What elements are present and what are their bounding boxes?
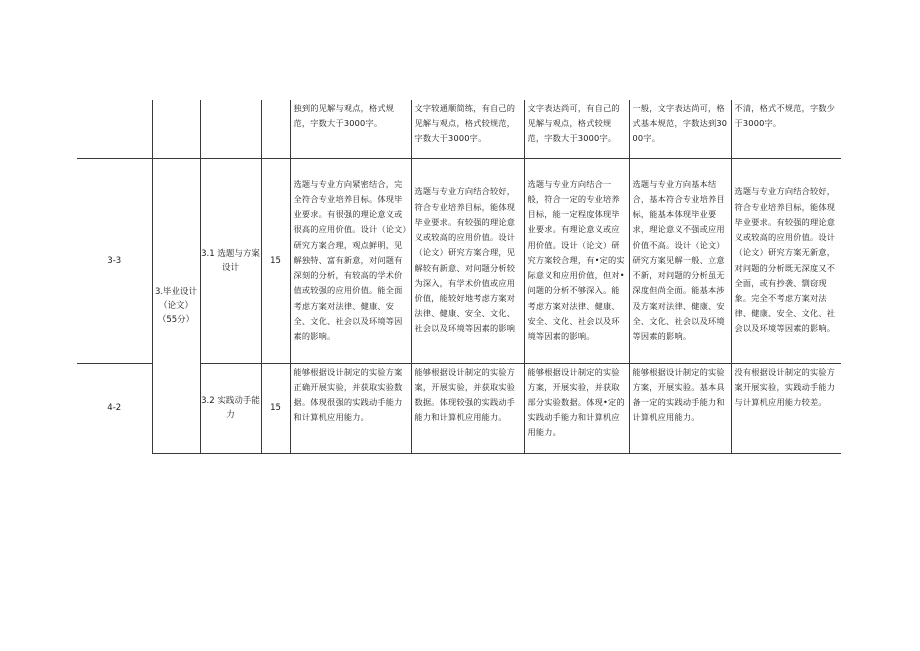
subcategory-label: 3.2 实践动手能力 (200, 363, 261, 453)
requirement-id: 3-3 (77, 158, 152, 363)
cell-medium: 文字表达尚可，有自己的见解与观点，格式较规范，字数大于3000字。 (524, 100, 629, 158)
requirement-id: 4-2 (77, 363, 152, 453)
cell-fail: 不清，格式不规范，字数少于3000字。 (731, 100, 841, 158)
cell-excellent: 独到的见解与观点，格式规范，字数大于3000字。 (290, 100, 411, 158)
table-row (77, 158, 841, 363)
category-label: 3.毕业设计（论文）（55分） (152, 158, 200, 453)
subcategory-label: 3.1 选题与方案设计 (200, 158, 261, 363)
criteria-fail: 没有根据设计制定的实验方案开展实验，实践动手能力与计算机应用能力较差。 (731, 363, 841, 453)
cell-category (152, 100, 200, 158)
score-value: 15 (261, 363, 290, 453)
criteria-pass: 选题与专业方向基本结合，基本符合专业培养目标，能基本体现毕业要求，理论意义不强或应用价值不高。设计（论文）研究方案见解一般、立意不新，对问题的分析虽无深度但尚全面。能基本涉及方案对法律、健康、安全、文化、社会以及环境等因素的影响。 (629, 158, 731, 363)
criteria-fail: 选题与专业方向结合较好，符合专业培养目标，能体现毕业要求。有较强的理论意义或较高的应用价值。设计（论文）研究方案无新意，对问题的分析既无深度又不全面，或有抄袭、剽窃现象。完全不考虑方案对法律、健康、安全、文化、社会以及环境等因素的影响。 (731, 158, 841, 363)
cell-subcategory (200, 100, 261, 158)
criteria-medium: 能够根据设计制定的实验方案，开展实验，并获取部分实验数据。体现•定的实践动手能力和计算机应用能力。 (524, 363, 629, 453)
criteria-pass: 能够根据设计制定的实验方案，开展实验。基本具备一定的实践动手能力和计算机应用能力。 (629, 363, 731, 453)
table-row (77, 100, 841, 158)
criteria-good: 选题与专业方向结合较好，符合专业培养目标，能体现毕业要求。有较强的理论意义或较高的应用价值。设计（论文）研究方案合理，见解较有新意、对问题分析较为深入，有学术价值或应用价值，能较好地考虑方案对法律、健康、安全、文化、社会以及环境等因素的影响 (411, 158, 524, 363)
cell-pass: 一般，文字表达尚可，格式基本规范，字数达到3000字。 (629, 100, 731, 158)
grading-rubric-table (77, 100, 841, 454)
cell-score (261, 100, 290, 158)
criteria-medium: 选题与专业方向结合一般，符合一定的专业培养目标，能一定程度体现毕业要求。有理论意义或应用价值。设计（论文）研究方案较合理，有•定的实际意义和应用价值，但对•问题的分析不够深入。能考虑方案对法律、健康、安全、文化、社会以及环境等因素的影响。 (524, 158, 629, 363)
score-value: 15 (261, 158, 290, 363)
criteria-excellent: 能够根据设计制定的实验方案正确开展实验，并获取实验数据。体现很强的实践动手能力和计算机应用能力。 (290, 363, 411, 453)
cell-good: 文字较通顺简练，有自己的见解与观点，格式较规范，字数大于3000字。 (411, 100, 524, 158)
criteria-good: 能够根据设计制定的实验方案，开展实验，并获取实验数据。体现较强的实践动手能力和计算机应用能力。 (411, 363, 524, 453)
criteria-excellent: 选题与专业方向紧密结合，完全符合专业培养目标。体现毕业要求。有很强的理论意义或很高的应用价值。设计（论文）研究方案合理，观点鲜明，见解独特、富有新意，对问题有深刻的分析，有较高的学术价值或较强的应用价值。能全面考虑方案对法律、健康、安全、文化、社会以及环境等因素的影响。 (290, 158, 411, 363)
cell-id (77, 100, 152, 158)
